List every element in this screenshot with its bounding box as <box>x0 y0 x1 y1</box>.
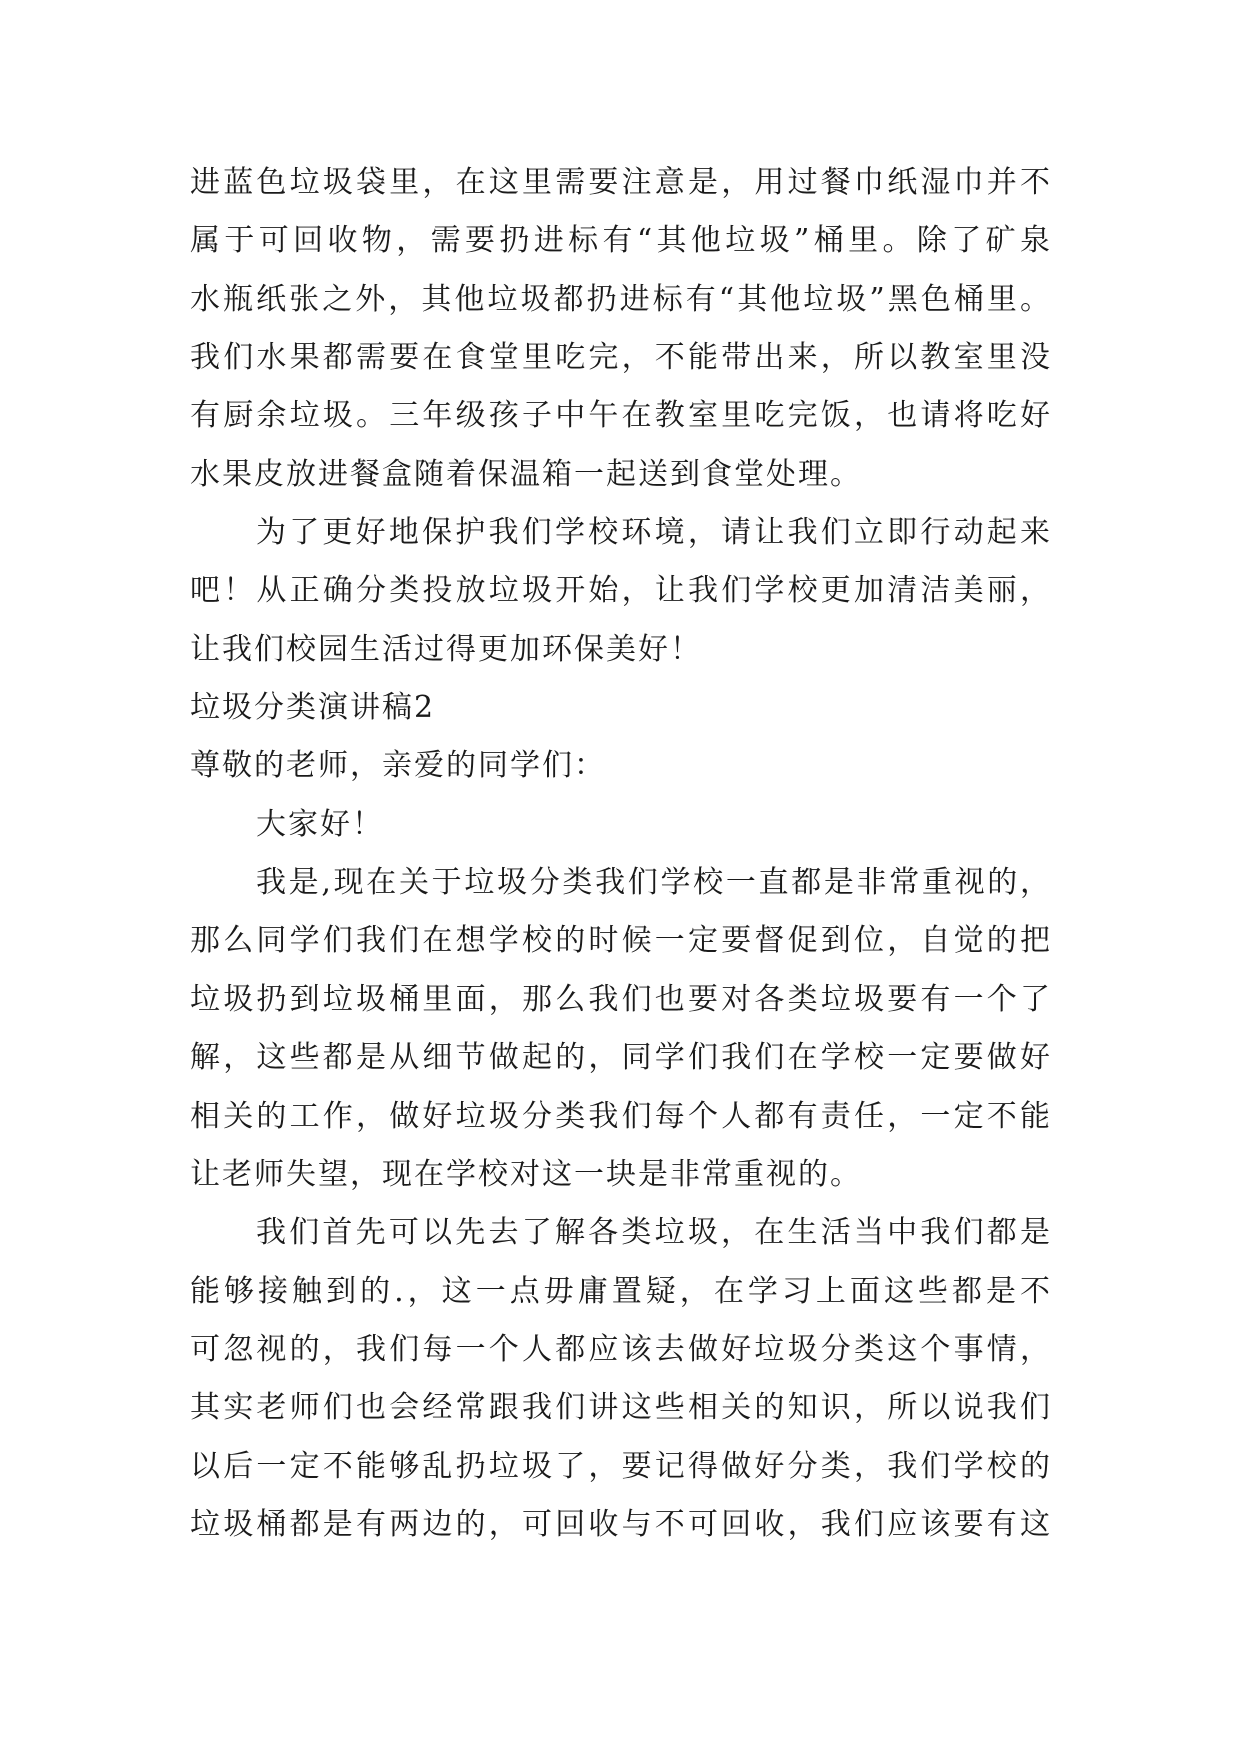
text-line: 我是,现在关于垃圾分类我们学校一直都是非常重视的， <box>256 865 1052 901</box>
paragraph-continued <box>190 154 1052 504</box>
text-line: 我们水果都需要在食堂里吃完，不能带出来，所以教室里没 <box>190 340 1052 376</box>
heading-text: 垃圾分类演讲稿2 <box>190 690 436 726</box>
paragraph <box>190 1204 1052 1554</box>
text-line: 能够接触到的.，这一点毋庸置疑，在学习上面这些都是不 <box>190 1273 1052 1309</box>
text-line: 其实老师们也会经常跟我们讲这些相关的知识，所以说我们 <box>190 1390 1052 1426</box>
text-line: 吧！从正确分类投放垃圾开始，让我们学校更加清洁美丽， <box>190 573 1052 609</box>
document-page <box>190 154 1052 1554</box>
text-line: 让我们校园生活过得更加环保美好！ <box>190 631 702 667</box>
text-line: 水瓶纸张之外，其他垃圾都扔进标有“其他垃圾”黑色桶里。 <box>190 281 1052 317</box>
text-line: 属于可回收物，需要扔进标有“其他垃圾”桶里。除了矿泉 <box>190 223 1052 259</box>
text-line: 相关的工作，做好垃圾分类我们每个人都有责任，一定不能 <box>190 1098 1052 1134</box>
salutation-text: 尊敬的老师，亲爱的同学们： <box>190 748 606 784</box>
text-line: 垃圾桶都是有两边的，可回收与不可回收，我们应该要有这 <box>190 1506 1052 1542</box>
text-line: 可忽视的，我们每一个人都应该去做好垃圾分类这个事情， <box>190 1331 1052 1367</box>
section-heading <box>190 679 1052 737</box>
text-line: 解，这些都是从细节做起的，同学们我们在学校一定要做好 <box>190 1040 1052 1076</box>
text-line: 进蓝色垃圾袋里，在这里需要注意是，用过餐巾纸湿巾并不 <box>190 165 1052 200</box>
text-line: 为了更好地保护我们学校环境，请让我们立即行动起来 <box>256 515 1052 551</box>
text-line: 让老师失望，现在学校对这一块是非常重视的。 <box>190 1156 862 1192</box>
text-line: 以后一定不能够乱扔垃圾了，要记得做好分类，我们学校的 <box>190 1448 1052 1484</box>
text-line: 垃圾扔到垃圾桶里面，那么我们也要对各类垃圾要有一个了 <box>190 981 1052 1017</box>
text-line: 那么同学们我们在想学校的时候一定要督促到位，自觉的把 <box>190 923 1052 959</box>
text-line: 有厨余垃圾。三年级孩子中午在教室里吃完饭，也请将吃好 <box>190 398 1052 434</box>
paragraph <box>190 504 1052 679</box>
greeting <box>190 796 1052 854</box>
text-line: 水果皮放进餐盒随着保温箱一起送到食堂处理。 <box>190 456 862 492</box>
greeting-text: 大家好！ <box>256 806 384 842</box>
paragraph <box>190 854 1052 1204</box>
salutation <box>190 737 1052 795</box>
text-line: 我们首先可以先去了解各类垃圾，在生活当中我们都是 <box>256 1215 1052 1251</box>
